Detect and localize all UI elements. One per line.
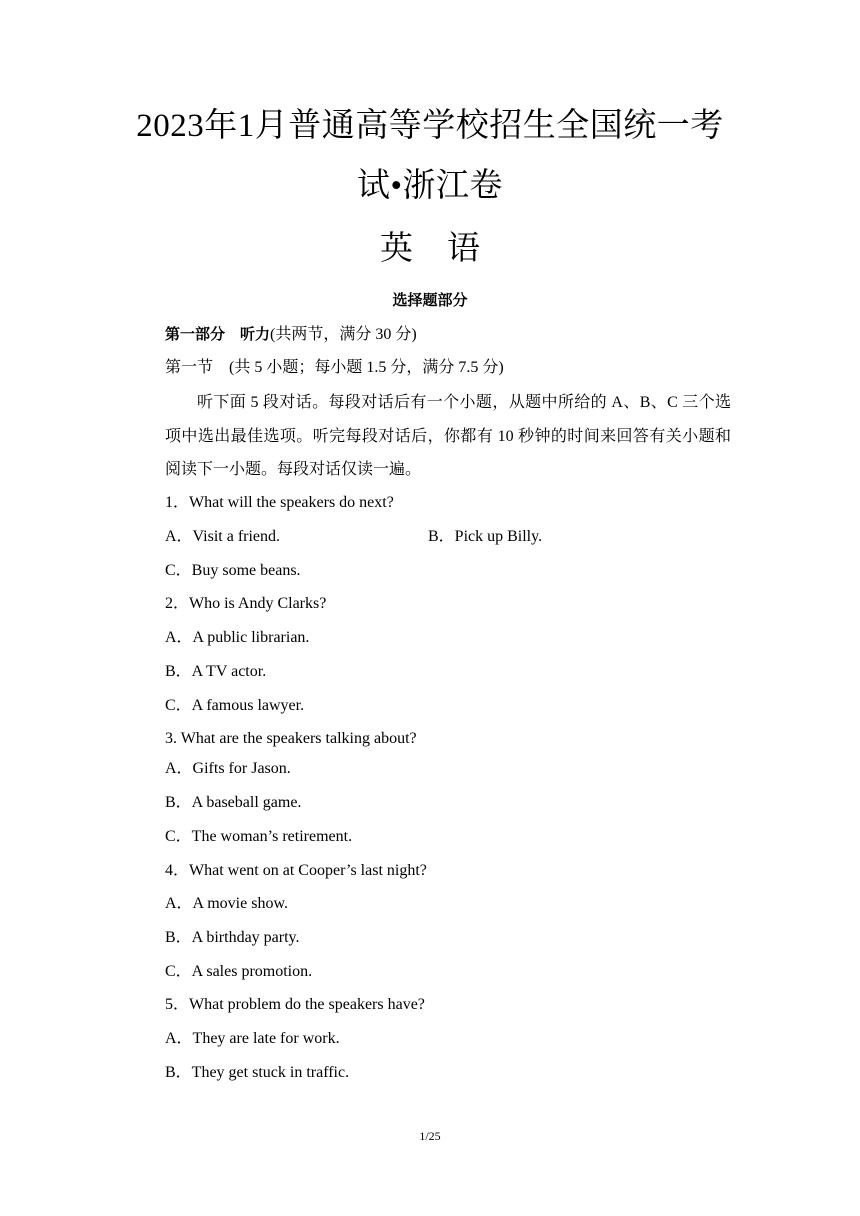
question-1-option-a: A．Visit a friend. [165,528,281,545]
question-3-option-a: A．Gifts for Jason. [165,760,291,777]
question-1-option-b: B．Pick up Billy. [428,528,543,545]
exam-title-line2: 试•浙江卷 [356,168,504,204]
question-5-option-a: A．They are late for work. [165,1030,340,1047]
subject-char-2: 语 [447,231,480,267]
instructions-paragraph: 听下面 5 段对话。每段对话后有一个小题，从题中所给的 A、B、C 三个选项中选出最佳选项。听完每段对话后，你都有 10 秒钟的时间来回答有关小题和阅读下一小题。每段对话仅读一遍。 [165,394,731,478]
exam-title-line1: 2023年1月普通高等学校招生全国统一考 [136,108,724,144]
question-2-option-c: C．A famous lawyer. [165,697,305,714]
page-number: 1/25 [419,1129,441,1143]
question-1-stem: 1．What will the speakers do next? [165,494,394,511]
question-5-stem: 5．What problem do the speakers have? [165,996,425,1013]
question-1-option-c: C．Buy some beans. [165,562,301,579]
subject-title [0,229,860,269]
question-4-option-a: A．A movie show. [165,895,288,912]
part-label: 第一部分 听力 [165,325,271,343]
question-4-option-b: B．A birthday party. [165,929,300,946]
question-4-option-c: C．A sales promotion. [165,963,313,980]
question-3-stem: 3. What are the speakers talking about? [165,730,417,747]
question-4-stem: 4．What went on at Cooper’s last night? [165,862,427,879]
part-heading [165,323,417,346]
subsection-heading: 第一节 (共 5 小题；每小题 1.5 分，满分 7.5 分) [165,359,504,376]
question-2-option-b: B．A TV actor. [165,663,267,680]
part-description: (共两节，满分 30 分) [270,326,417,343]
subject-char-1: 英 [380,231,413,267]
question-2-option-a: A．A public librarian. [165,629,310,646]
section-heading: 选择题部分 [392,291,468,309]
question-3-option-b: B．A baseball game. [165,794,302,811]
question-5-option-b: B．They get stuck in traffic. [165,1064,350,1081]
question-2-stem: 2．Who is Andy Clarks? [165,595,327,612]
question-3-option-c: C．The woman’s retirement. [165,828,353,845]
